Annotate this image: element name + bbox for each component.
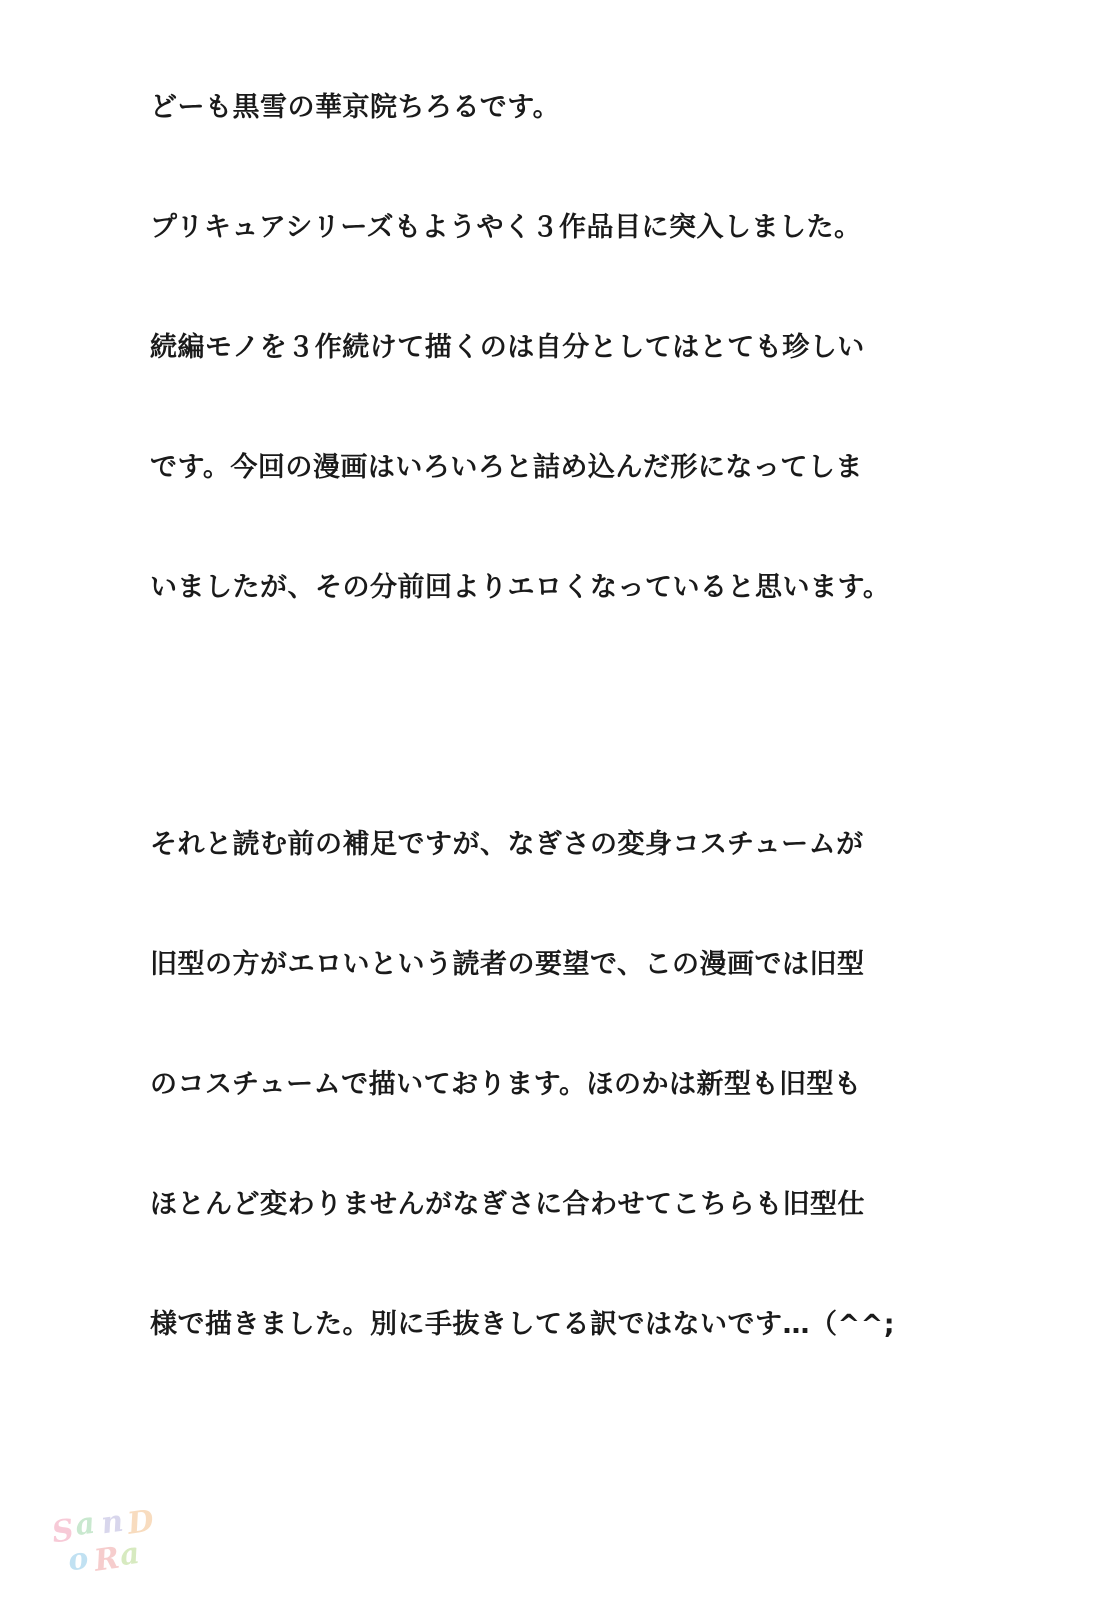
- paragraph-intro: [150, 8, 1080, 688]
- text-line: です。今回の漫画はいろいろと詰め込んだ形になってしま: [150, 452, 863, 483]
- signature-glyph: D: [125, 1503, 156, 1542]
- text-line: プリキュアシリーズもようやく３作品目に突入しました。: [150, 212, 862, 243]
- signature-glyph: o: [65, 1540, 91, 1579]
- afterword-text-block: [150, 8, 1080, 1425]
- text-line: のコスチュームで描いております。ほのかは新型も旧型も: [150, 1069, 862, 1100]
- paragraph-notes: [150, 745, 1080, 1425]
- text-line: いましたが、その分前回よりエロくなっていると思います。: [150, 572, 891, 603]
- text-line: どーも黒雪の華京院ちろるです。: [150, 92, 561, 123]
- text-line: それと読む前の補足ですが、なぎさの変身コスチュームが: [150, 829, 864, 860]
- text-line: 様で描きました。別に手抜きしてる訳ではないです…（^^;: [150, 1309, 896, 1340]
- signature-glyph: n: [99, 1503, 126, 1542]
- signature-glyph: S: [49, 1512, 77, 1551]
- text-line: 旧型の方がエロいという読者の要望で、この漫画では旧型: [150, 949, 865, 980]
- signature-logo: [47, 1495, 167, 1590]
- signature-glyph: a: [117, 1535, 142, 1574]
- signature-glyph: a: [72, 1505, 98, 1544]
- signature-glyph: R: [92, 1540, 122, 1579]
- text-line: 続編モノを３作続けて描くのは自分としてはとても珍しい: [150, 332, 865, 363]
- text-line: ほとんど変わりませんがなぎさに合わせてこちらも旧型仕: [150, 1189, 865, 1220]
